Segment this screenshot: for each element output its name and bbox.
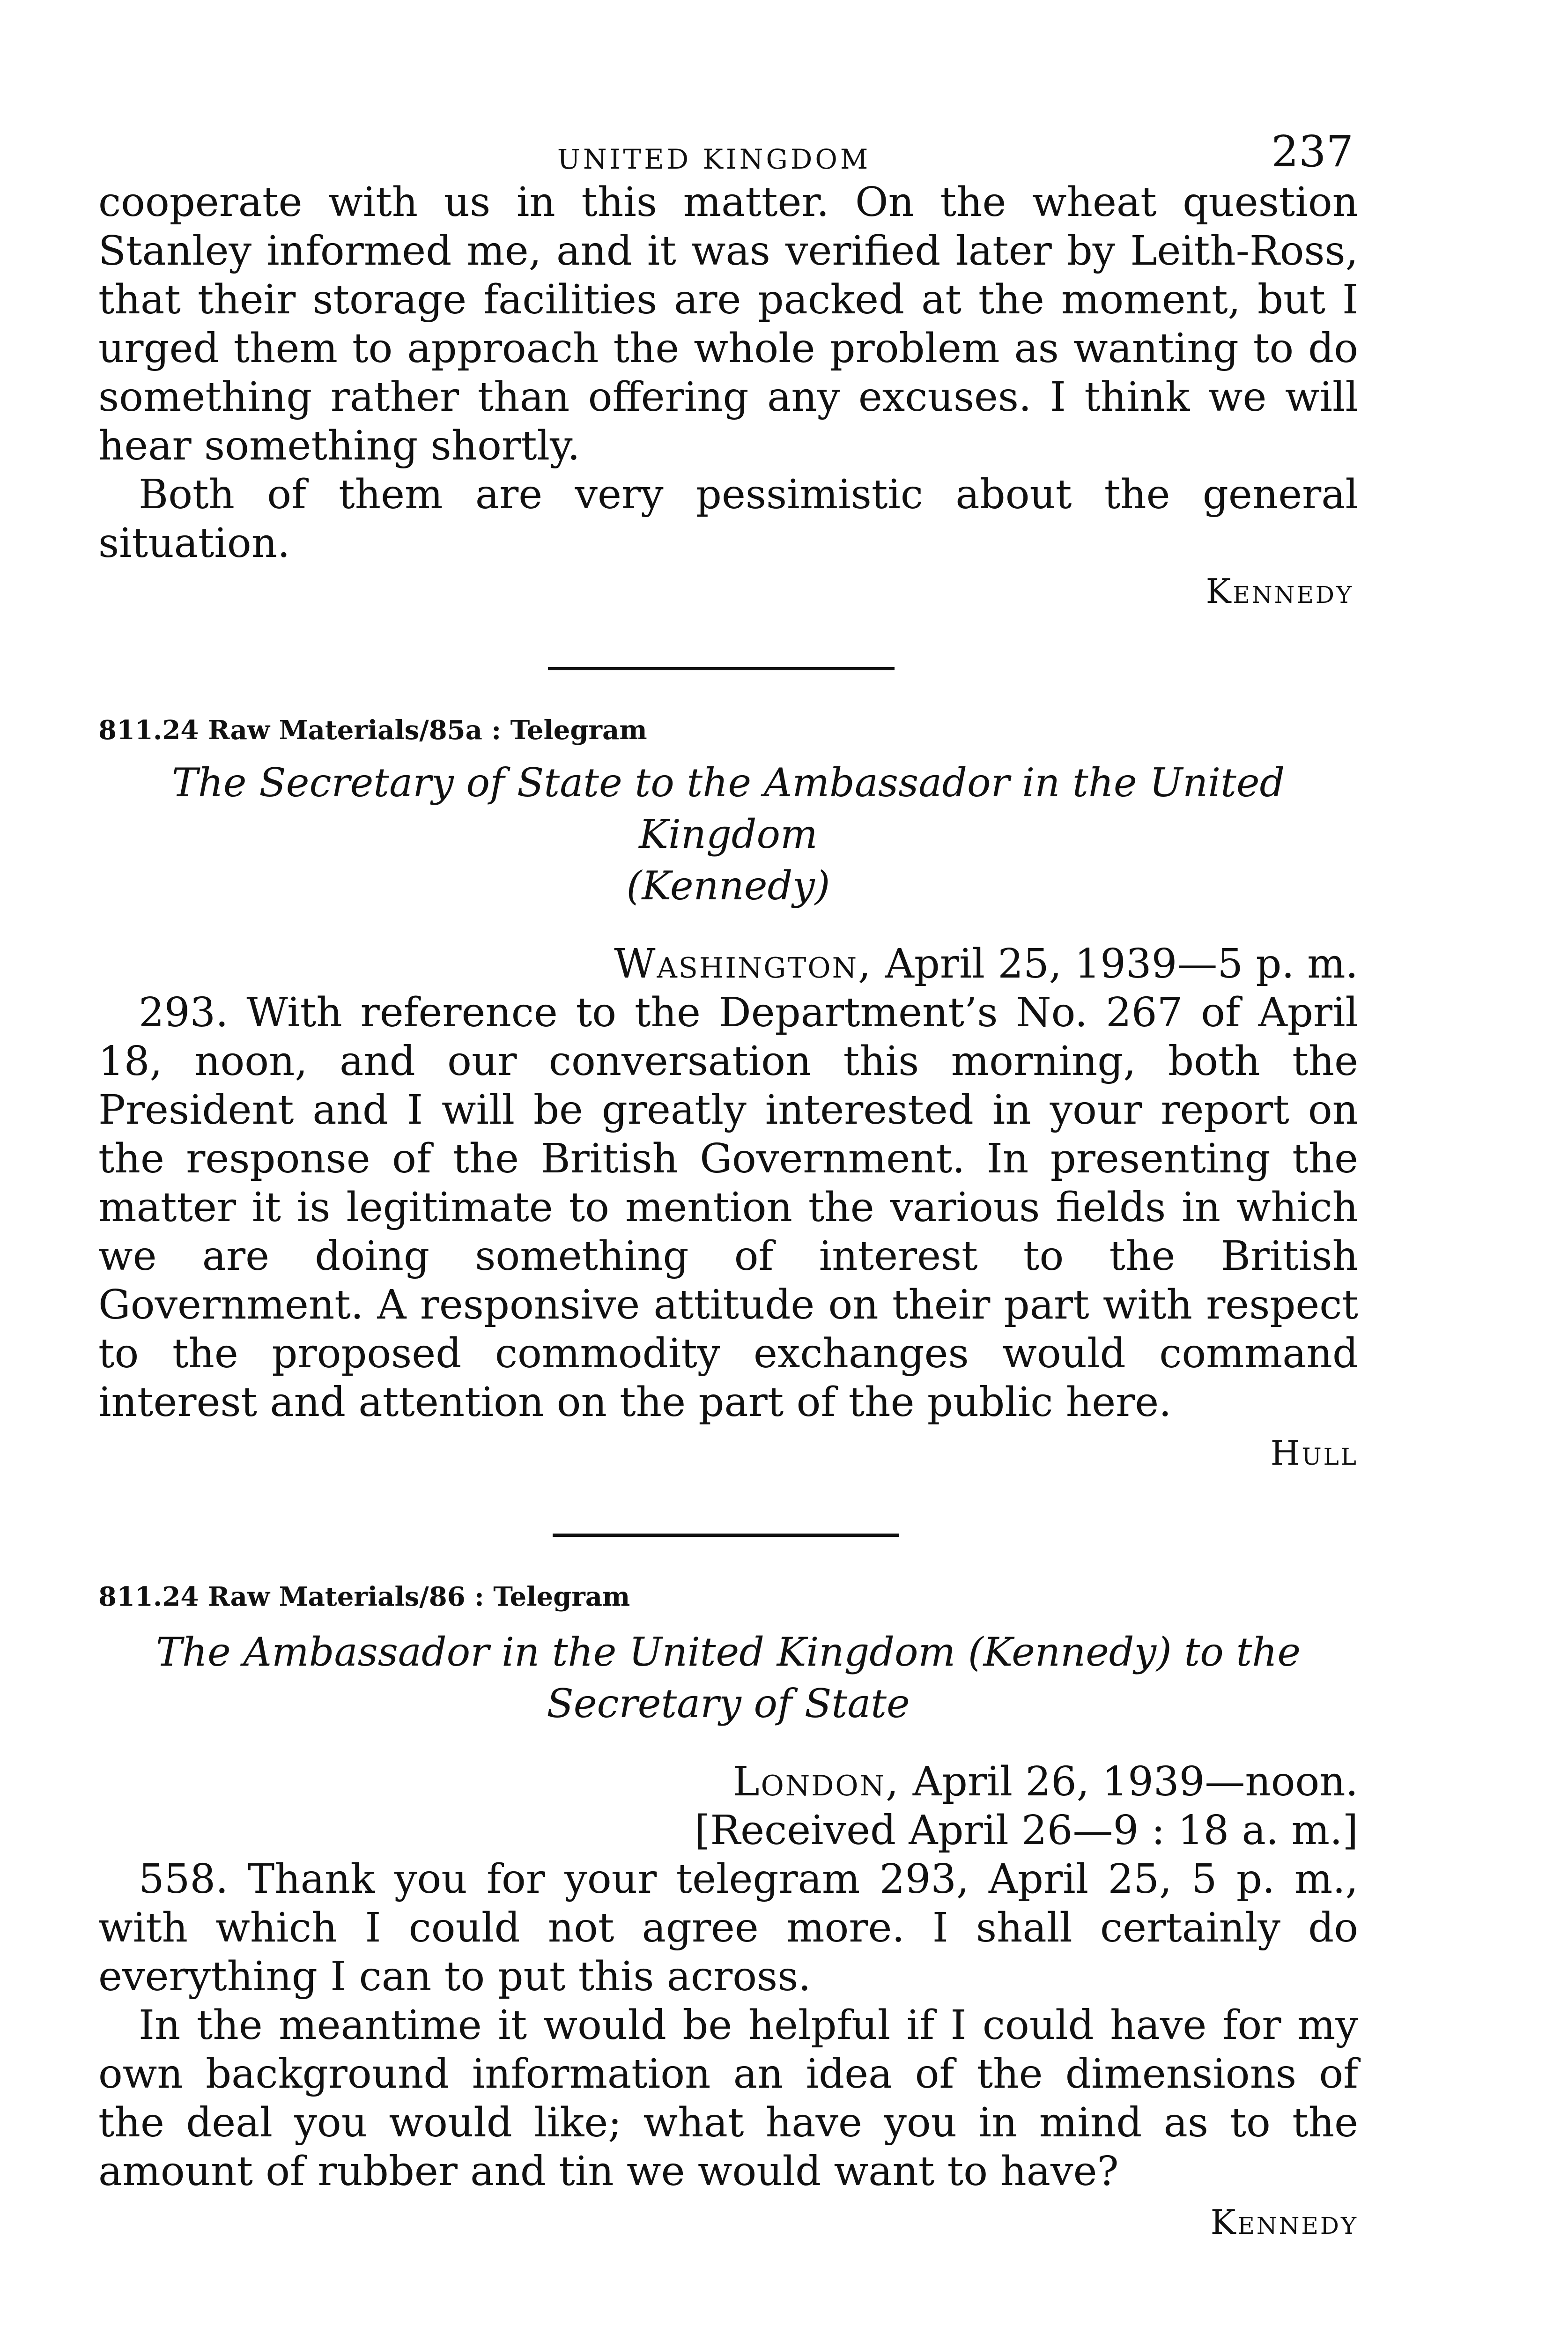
dateline-2 <box>98 1757 1358 1806</box>
document-heading-2-line-1: The Ambassador in the United Kingdom (Kennedy) to the <box>155 1629 1301 1675</box>
document-heading-2-line-2: Secretary of State <box>547 1681 910 1727</box>
telegram-body-558-paragraph-2: In the meantime it would be helpful if I could have for my own background information an idea of the dimensions of the deal you would like; what have you in mind as to the amount of rubber and tin we would want to have? <box>98 2002 1358 2195</box>
document-page <box>98 126 1358 2242</box>
running-header <box>98 126 1358 178</box>
dateline-place-1: Washington, <box>614 941 873 987</box>
section-divider-1 <box>548 667 895 670</box>
dateline-date-2: April 26, 1939—noon. <box>900 1758 1358 1805</box>
telegram-body-293: 293. With reference to the Department’s No. 267 of April 18, noon, and our conversation this morning, both the President and I will be greatly interested in your report on the response of the British Government. In presenting the matter it is legitimate to mention the various fields in which we are doing something of interest to the British Government. A responsive attitude on their part with respect to the proposed commodity exchanges would command interest and attention on the part of the public here. <box>98 989 1358 1426</box>
dateline-date-1: April 25, 1939—5 p. m. <box>872 941 1358 987</box>
continuation-paragraph: cooperate with us in this matter. On the wheat question Stanley informed me, and it was verified later by Leith-Ross, that their storage facilities are packed at the moment, but I urged them to approach the whole problem as wanting to do something rather than offering any excuses. I think we will hear something shortly. <box>98 179 1358 469</box>
section-divider-2 <box>553 1534 899 1537</box>
page-number: 237 <box>1271 126 1354 177</box>
document-heading-1-line-2: (Kennedy) <box>626 863 830 909</box>
dateline-place-2: London, <box>732 1758 900 1805</box>
signature-hull: Hull <box>1270 1433 1358 1473</box>
continuation-paragraph-2: Both of them are very pessimistic about the general situation. <box>98 471 1358 567</box>
running-title: UNITED KINGDOM <box>557 143 871 175</box>
signature-kennedy-2: Kennedy <box>1210 2202 1358 2242</box>
signature-kennedy-1: Kennedy <box>1206 571 1354 611</box>
document-heading-1-line-1: The Secretary of State to the Ambassador in the United Kingdom <box>171 760 1285 857</box>
file-reference-2: 811.24 Raw Materials/86 : Telegram <box>98 1581 630 1612</box>
file-reference-1: 811.24 Raw Materials/85a : Telegram <box>98 715 647 746</box>
telegram-body-558: 558. Thank you for your telegram 293, April 25, 5 p. m., with which I could not agree more. I shall certainly do everything I can to put this across. <box>98 1856 1358 2000</box>
dateline-1 <box>98 940 1358 988</box>
received-line: [Received April 26—9 : 18 a. m.] <box>694 1807 1358 1854</box>
